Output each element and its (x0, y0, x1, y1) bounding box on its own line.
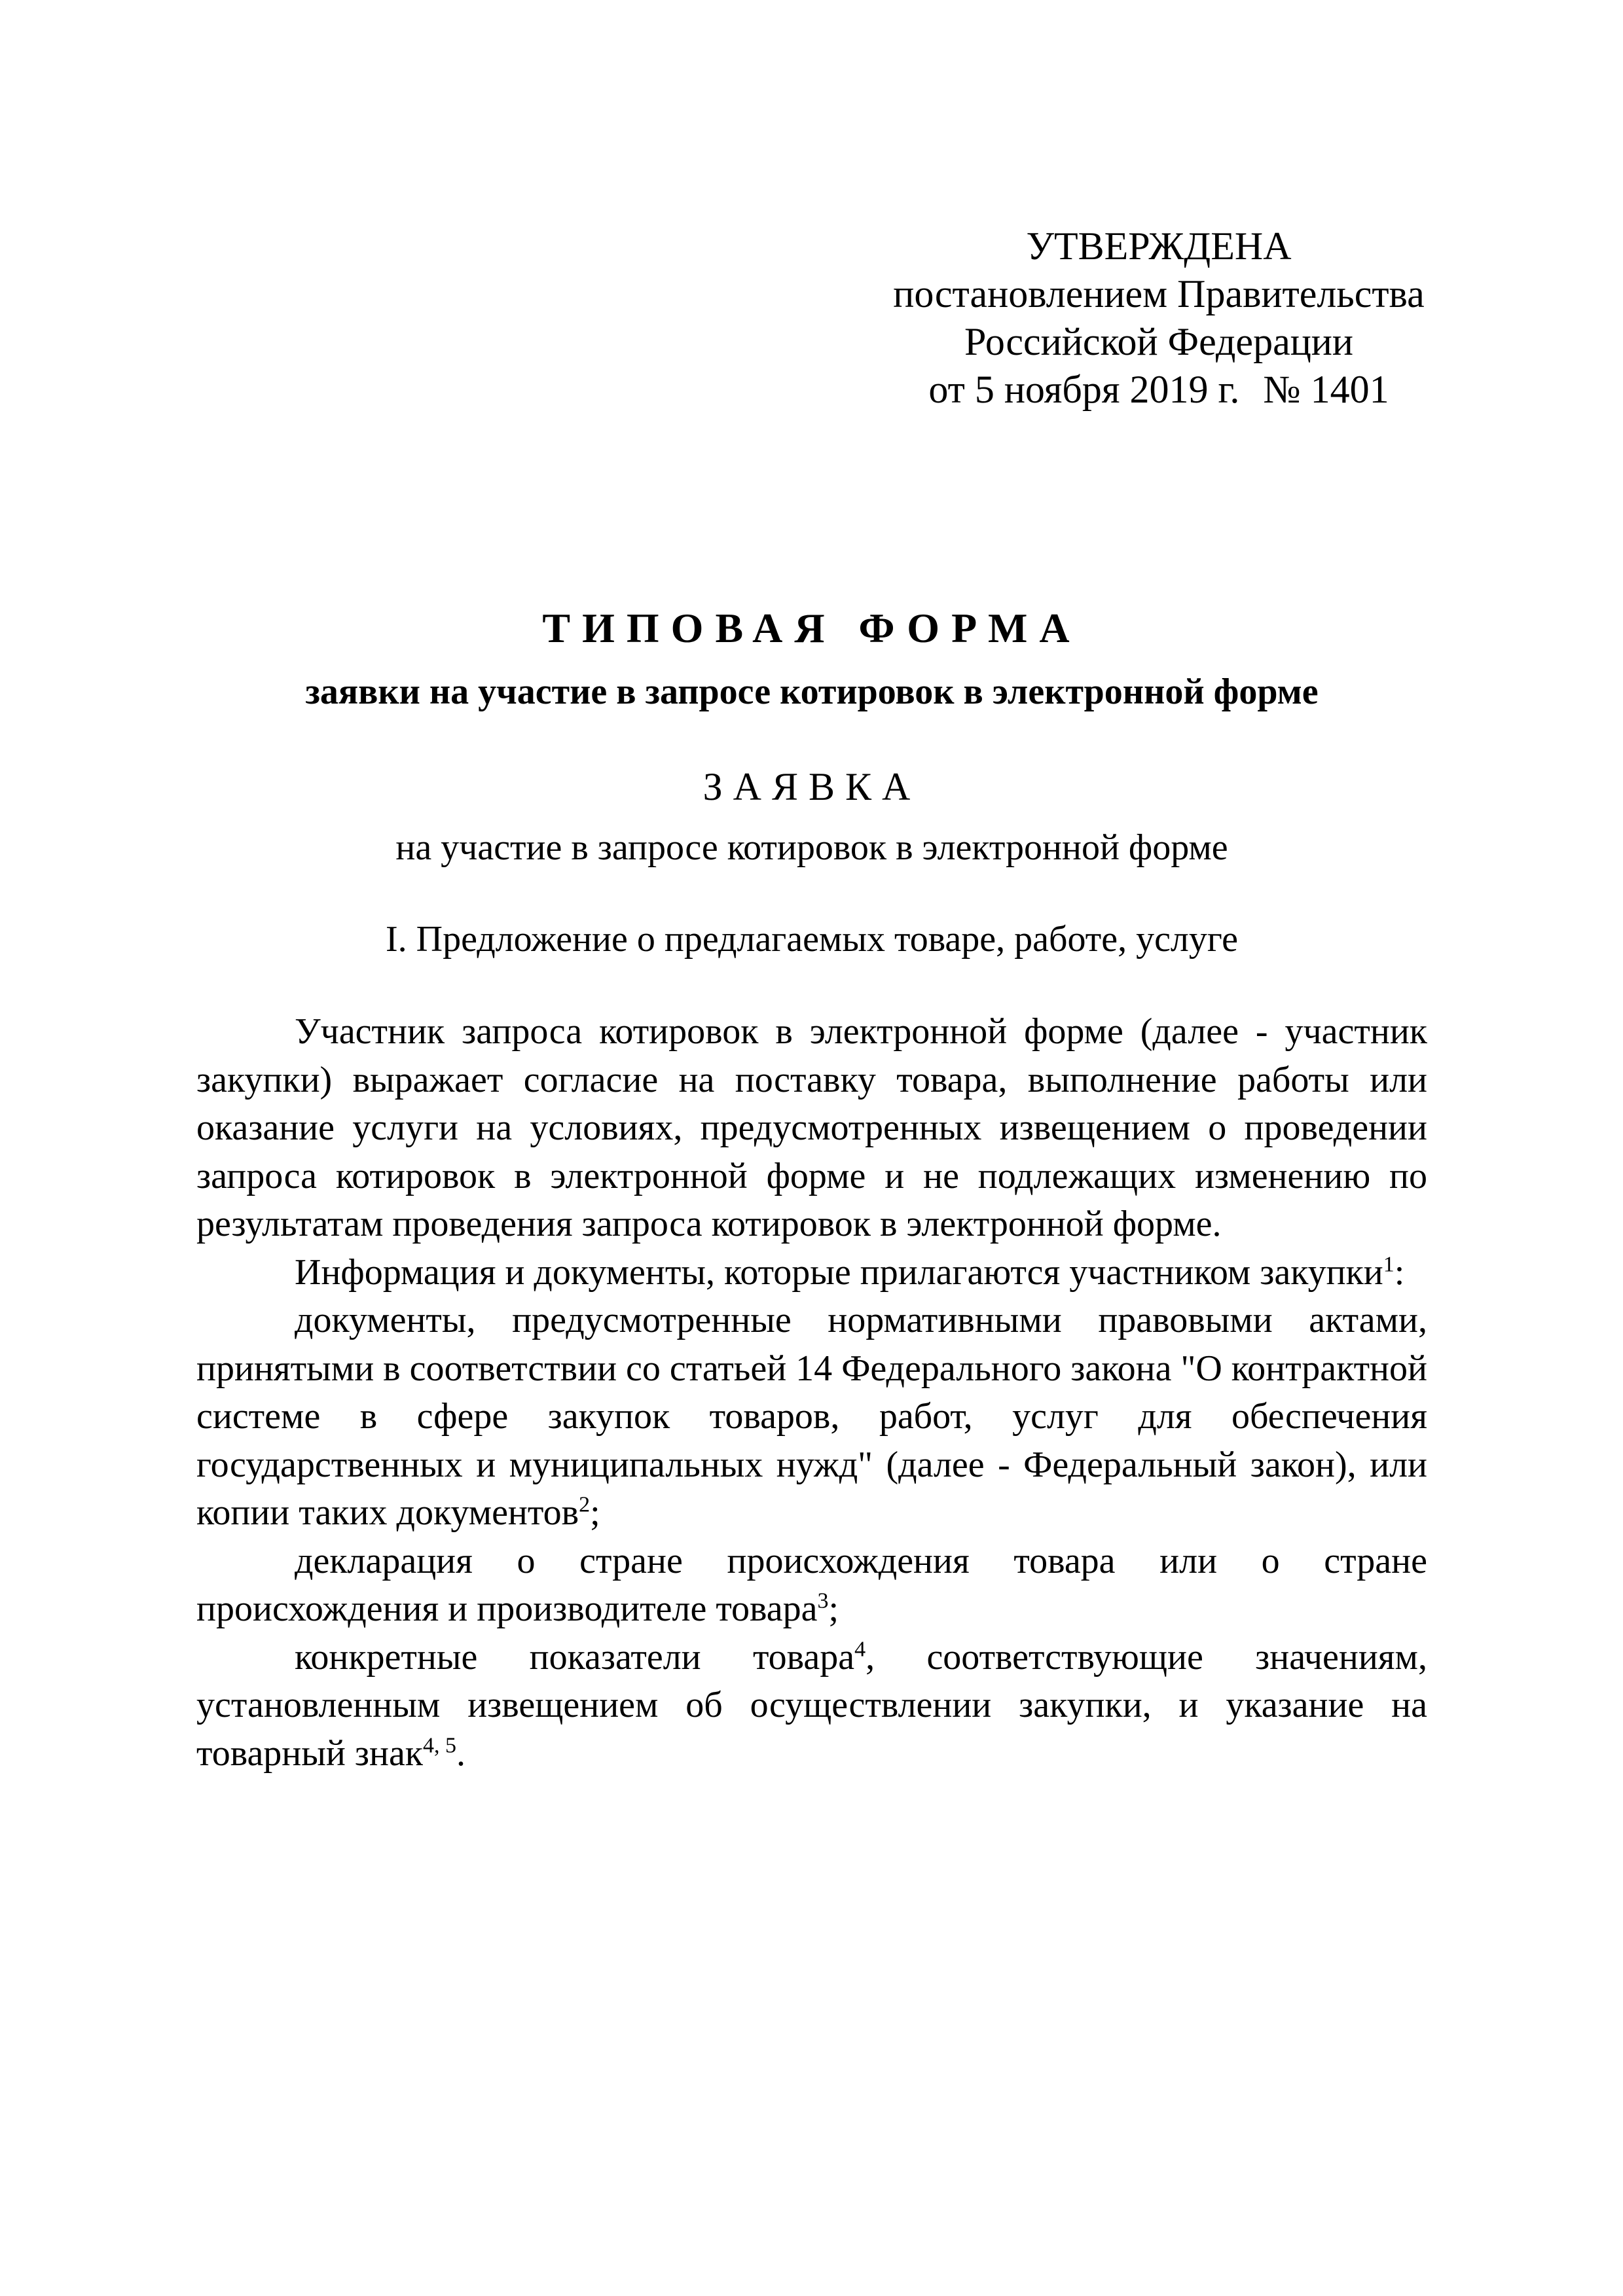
body-text (196, 1008, 1427, 1778)
approval-stamp (871, 223, 1447, 414)
punctuation: . (456, 1732, 466, 1774)
paragraph-attachments (196, 1249, 1427, 1297)
approval-date-line (871, 366, 1447, 414)
paragraph-indicators-text-a: конкретные показатели товара (295, 1636, 855, 1677)
application-subtitle: на участие в запросе котировок в электронной форме (395, 827, 1228, 868)
paragraph-documents (196, 1297, 1427, 1537)
footnote-ref-3: 3 (817, 1588, 829, 1613)
punctuation: ; (590, 1492, 600, 1533)
punctuation: : (1394, 1251, 1405, 1293)
paragraph-indicators (196, 1634, 1427, 1778)
footnote-ref-1: 1 (1383, 1251, 1395, 1276)
approval-number-sign: № (1263, 368, 1301, 411)
form-title: ТИПОВАЯ ФОРМА (542, 605, 1082, 651)
paragraph-attachments-text: Информация и документы, которые прилагаются участником закупки (295, 1251, 1383, 1293)
footnote-ref-2: 2 (579, 1492, 591, 1517)
approval-heading: УТВЕРЖДЕНА (1026, 224, 1292, 268)
footnote-ref-4-5: 4, 5 (423, 1732, 457, 1757)
application-title: ЗАЯВКА (702, 765, 921, 808)
paragraph-consent: Участник запроса котировок в электронной форме (далее - участник закупки) выражает согласие на поставку товара, выполнение работы или оказание услуги на условиях, предусмотренных извещением о проведении запроса котировок в электронной форме и не подлежащих изменению по результатам проведения запроса котировок в электронной форме. (196, 1011, 1427, 1244)
form-subtitle: заявки на участие в запросе котировок в электронной форме (305, 672, 1319, 712)
punctuation: ; (828, 1588, 839, 1629)
section-title: I. Предложение о предлагаемых товаре, работе, услуге (386, 919, 1238, 960)
approval-number: 1401 (1310, 368, 1389, 411)
paragraph-documents-text: документы, предусмотренные нормативными правовыми актами, принятыми в соответствии со статьей 14 Федерального закона "О контрактной системе в сфере закупок товаров, работ, услуг для обеспечения государственных и муниципальных нужд" (далее - Федеральный закон), или копии таких документов (196, 1300, 1427, 1533)
approval-line-2: Российской Федерации (964, 320, 1354, 363)
footnote-ref-4: 4 (854, 1636, 866, 1661)
paragraph-indicators-text-b: , соответствующие значениям, установленным извещением об осуществлении закупки, и указание на товарный знак (196, 1636, 1427, 1774)
paragraph-declaration-text: декларация о стране происхождения товара или о стране происхождения и производителе товара (196, 1540, 1427, 1629)
approval-line-1: постановлением Правительства (893, 272, 1425, 315)
approval-date: от 5 ноября 2019 г. (928, 368, 1240, 411)
paragraph-declaration (196, 1537, 1427, 1634)
